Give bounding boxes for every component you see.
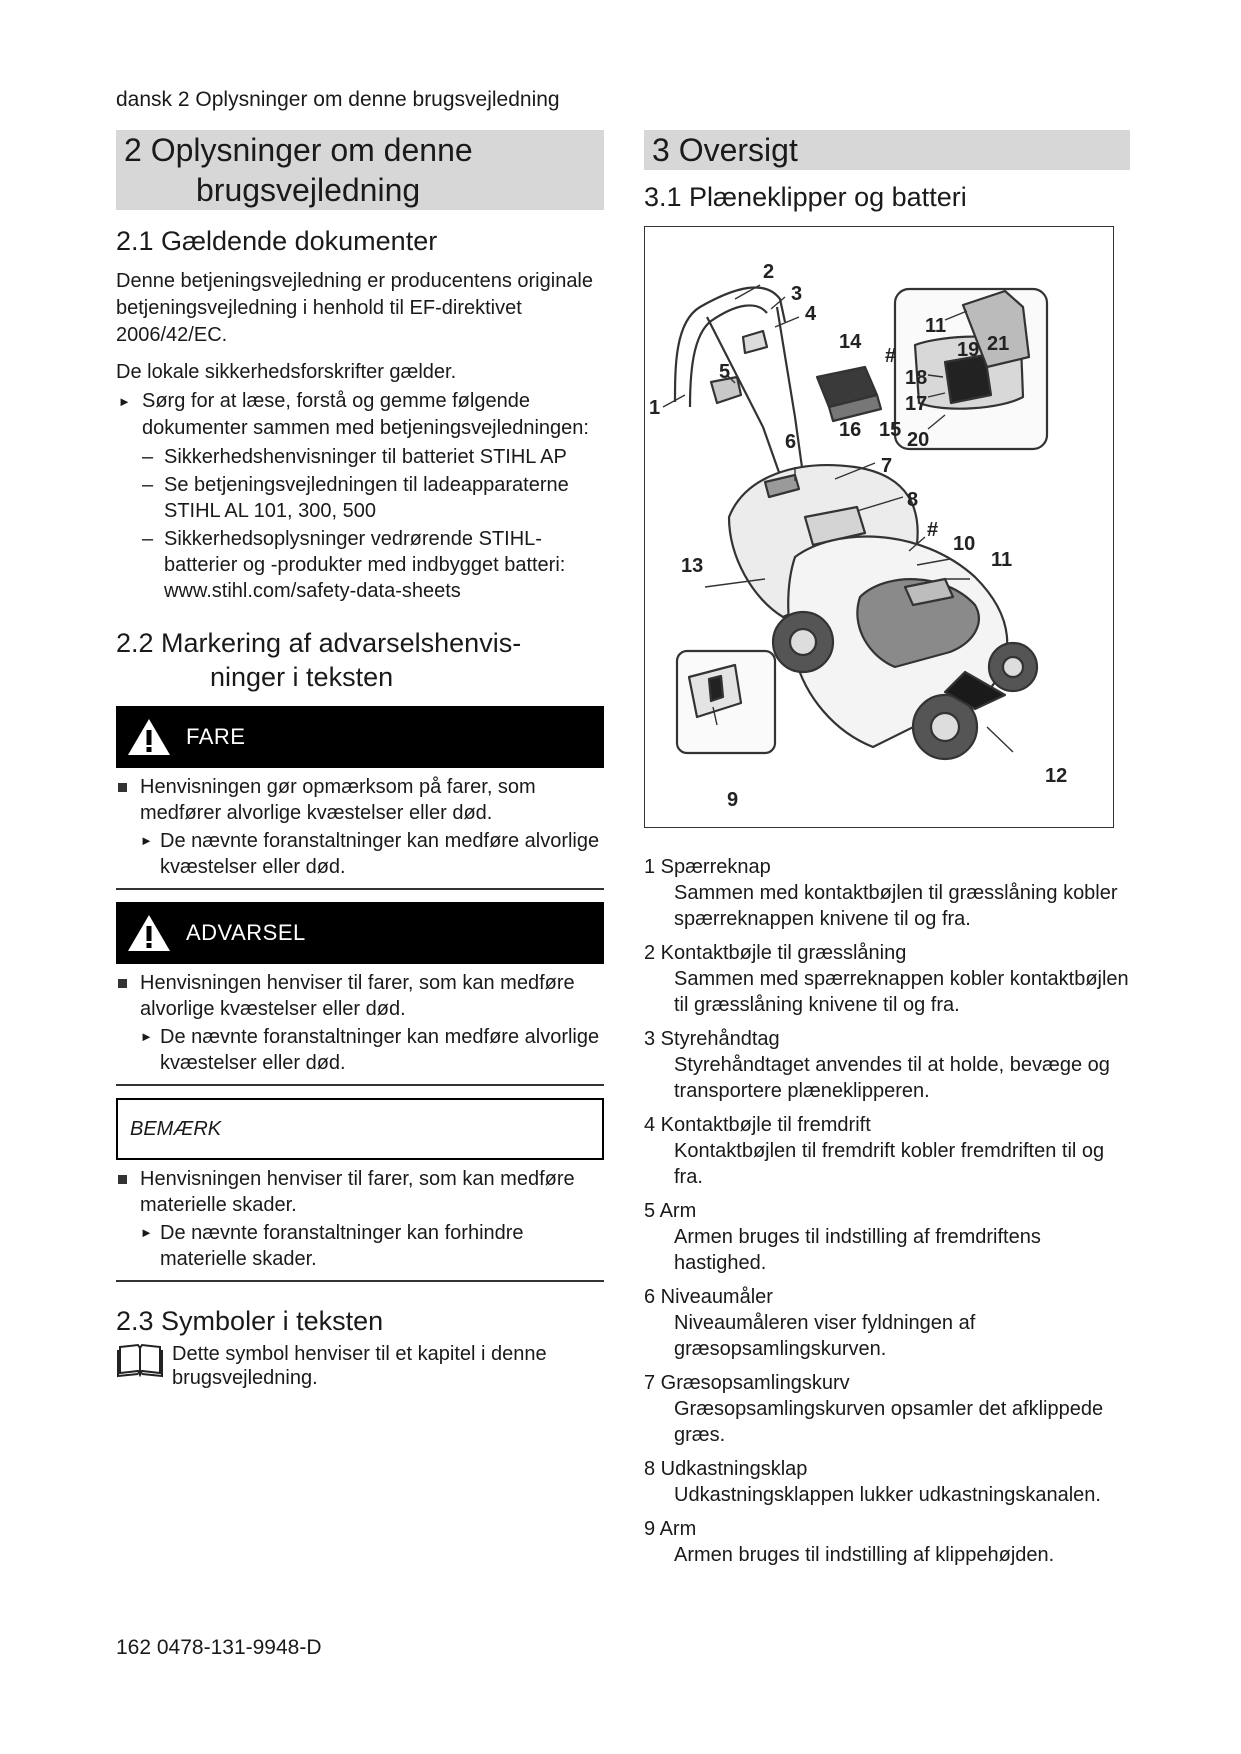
legend-item: 5 Arm Armen bruges til indstilling af fremdriftens hastighed. bbox=[644, 1200, 1041, 1274]
section-2-title-line2: brugsvejledning bbox=[196, 172, 421, 208]
arrow-right-icon: ► bbox=[118, 394, 131, 409]
para-original-manual: Denne betjeningsvejledning er producentens originale betjeningsvejledning i henhold til EF-direktivet 2006/42/EC. bbox=[116, 270, 594, 346]
callout-12: 12 bbox=[1045, 765, 1068, 787]
callout-18: 18 bbox=[905, 367, 928, 389]
legend-item: 3 Styrehåndtag Styrehåndtaget anvendes til at holde, bevæge og transportere plæneklipperen. bbox=[644, 1028, 1110, 1102]
advarsel-sub: ► De nævnte foranstaltninger kan medføre alvorlige kvæstelser eller død. bbox=[140, 1026, 600, 1074]
section-2-title-line1: Oplysninger om denne bbox=[150, 132, 473, 168]
callout-3: 3 bbox=[791, 283, 803, 305]
instruction-read-documents bbox=[116, 388, 604, 442]
callout-6: 6 bbox=[785, 431, 797, 453]
right-column bbox=[644, 130, 1130, 1576]
callout-21: 21 bbox=[987, 333, 1010, 355]
advarsel-label: ADVARSEL bbox=[186, 920, 306, 945]
callout-17: 17 bbox=[905, 393, 928, 415]
bemaerk-sub: ► De nævnte foranstaltninger kan forhindre materielle skader. bbox=[140, 1222, 524, 1270]
legend-item: 4 Kontaktbøjle til fremdrift Kontaktbøjlen til fremdrift kobler fremdriften til og fra. bbox=[644, 1114, 1105, 1188]
callout-8: 8 bbox=[907, 489, 919, 511]
para-safety-rules: De lokale sikkerhedsforskrifter gælder. bbox=[116, 361, 457, 383]
callout-hash-2: # bbox=[885, 345, 897, 367]
mower-figure bbox=[644, 226, 1114, 828]
callout-13: 13 bbox=[681, 555, 704, 577]
heading-2-2-line1: 2.2 Markering af advarselshenvis- bbox=[116, 628, 522, 658]
callout-4: 4 bbox=[805, 303, 817, 325]
running-header: dansk 2 Oplysninger om denne brugsvejledning bbox=[116, 88, 560, 111]
callout-2: 2 bbox=[763, 261, 775, 283]
instruction-text: Sørg for at læse, forstå og gemme følgende dokumenter sammen med betjeningsvejledningen: bbox=[142, 390, 589, 439]
fare-bullet: Henvisningen gør opmærksom på farer, som medfører alvorlige kvæstelser eller død. bbox=[116, 774, 604, 826]
callout-11b: 11 bbox=[925, 315, 947, 337]
callout-9: 9 bbox=[727, 789, 739, 811]
book-icon bbox=[116, 1342, 164, 1378]
lawn-mower-illustration bbox=[645, 227, 1114, 828]
heading-2-2 bbox=[116, 626, 604, 694]
arrow-right-icon: ► bbox=[140, 833, 153, 848]
square-bullet-icon bbox=[118, 783, 127, 792]
square-bullet-icon bbox=[118, 979, 127, 988]
warning-triangle-icon bbox=[126, 717, 172, 757]
symbol-row bbox=[116, 1342, 604, 1390]
bemaerk-bullet: Henvisningen henviser til farer, som kan medføre materielle skader. bbox=[116, 1166, 604, 1218]
fare-label: FARE bbox=[186, 724, 246, 749]
divider bbox=[116, 1084, 604, 1086]
section-3-title: Oversigt bbox=[678, 132, 798, 168]
legend-item: 7 Græsopsamlingskurv Græsopsamlingskurven opsamler det afklippede græs. bbox=[644, 1372, 1104, 1446]
left-column bbox=[116, 130, 604, 1390]
legend-item: 8 Udkastningsklap Udkastningsklappen lukker udkastningskanalen. bbox=[644, 1458, 1101, 1506]
heading-2-1: 2.1 Gældende dokumenter bbox=[116, 226, 438, 256]
legend-item: 1 Spærreknap Sammen med kontaktbøjlen til græsslåning kobler spærreknappen knivene til og fra. bbox=[644, 856, 1118, 930]
symbol-text: Dette symbol henviser til et kapitel i denne brugsvejledning. bbox=[172, 1343, 547, 1389]
callout-5: 5 bbox=[719, 361, 731, 383]
bemaerk-box bbox=[116, 1098, 604, 1160]
fare-box bbox=[116, 706, 604, 768]
section-2-number: 2 bbox=[124, 132, 142, 168]
section-2-heading bbox=[116, 130, 604, 210]
list-item: – Sikkerhedsoplysninger vedrørende STIHL-batterier og -produkter med indbygget batteri: www.stihl.com/safety-data-sheets bbox=[142, 528, 566, 602]
advarsel-bullet: Henvisningen henviser til farer, som kan medføre alvorlige kvæstelser eller død. bbox=[116, 970, 604, 1022]
bemaerk-label: BEMÆRK bbox=[130, 1117, 222, 1140]
section-3-number: 3 bbox=[652, 132, 670, 168]
callout-7: 7 bbox=[881, 455, 893, 477]
list-item: – Sikkerhedshenvisninger til batteriet STIHL AP bbox=[142, 446, 567, 468]
square-bullet-icon bbox=[118, 1175, 127, 1184]
legend-item: 2 Kontaktbøjle til græsslåning Sammen med spærreknappen kobler kontaktbøjlen til græsslåning knivene til og fra. bbox=[644, 942, 1129, 1016]
list-item: – Se betjeningsvejledningen til ladeapparaterne STIHL AL 101, 300, 500 bbox=[142, 474, 569, 522]
component-legend bbox=[644, 854, 1130, 1568]
callout-1: 1 bbox=[649, 397, 661, 419]
callout-19: 19 bbox=[957, 339, 980, 361]
callout-11a: 11 bbox=[991, 549, 1013, 571]
arrow-right-icon: ► bbox=[140, 1225, 153, 1240]
fare-sub: ► De nævnte foranstaltninger kan medføre alvorlige kvæstelser eller død. bbox=[140, 830, 600, 878]
section-3-heading bbox=[644, 130, 1130, 170]
callout-16: 16 bbox=[839, 419, 862, 441]
legend-item: 6 Niveaumåler Niveaumåleren viser fyldningen af græsopsamlingskurven. bbox=[644, 1286, 976, 1360]
callout-10: 10 bbox=[953, 533, 976, 555]
arrow-right-icon: ► bbox=[140, 1029, 153, 1044]
callout-20: 20 bbox=[907, 429, 930, 451]
advarsel-box bbox=[116, 902, 604, 964]
callout-hash-1: # bbox=[927, 519, 939, 541]
documents-list bbox=[142, 444, 604, 604]
callout-14: 14 bbox=[839, 331, 862, 353]
callout-15: 15 bbox=[879, 419, 902, 441]
heading-3-1: 3.1 Plæneklipper og batteri bbox=[644, 182, 967, 212]
legend-item: 9 Arm Armen bruges til indstilling af klippehøjden. bbox=[644, 1518, 1055, 1566]
heading-2-2-line2: ninger i teksten bbox=[210, 662, 394, 692]
warning-triangle-icon bbox=[126, 913, 172, 953]
divider bbox=[116, 888, 604, 890]
heading-2-3: 2.3 Symboler i teksten bbox=[116, 1306, 384, 1336]
divider bbox=[116, 1280, 604, 1282]
page-footer: 162 0478-131-9948-D bbox=[116, 1636, 322, 1659]
